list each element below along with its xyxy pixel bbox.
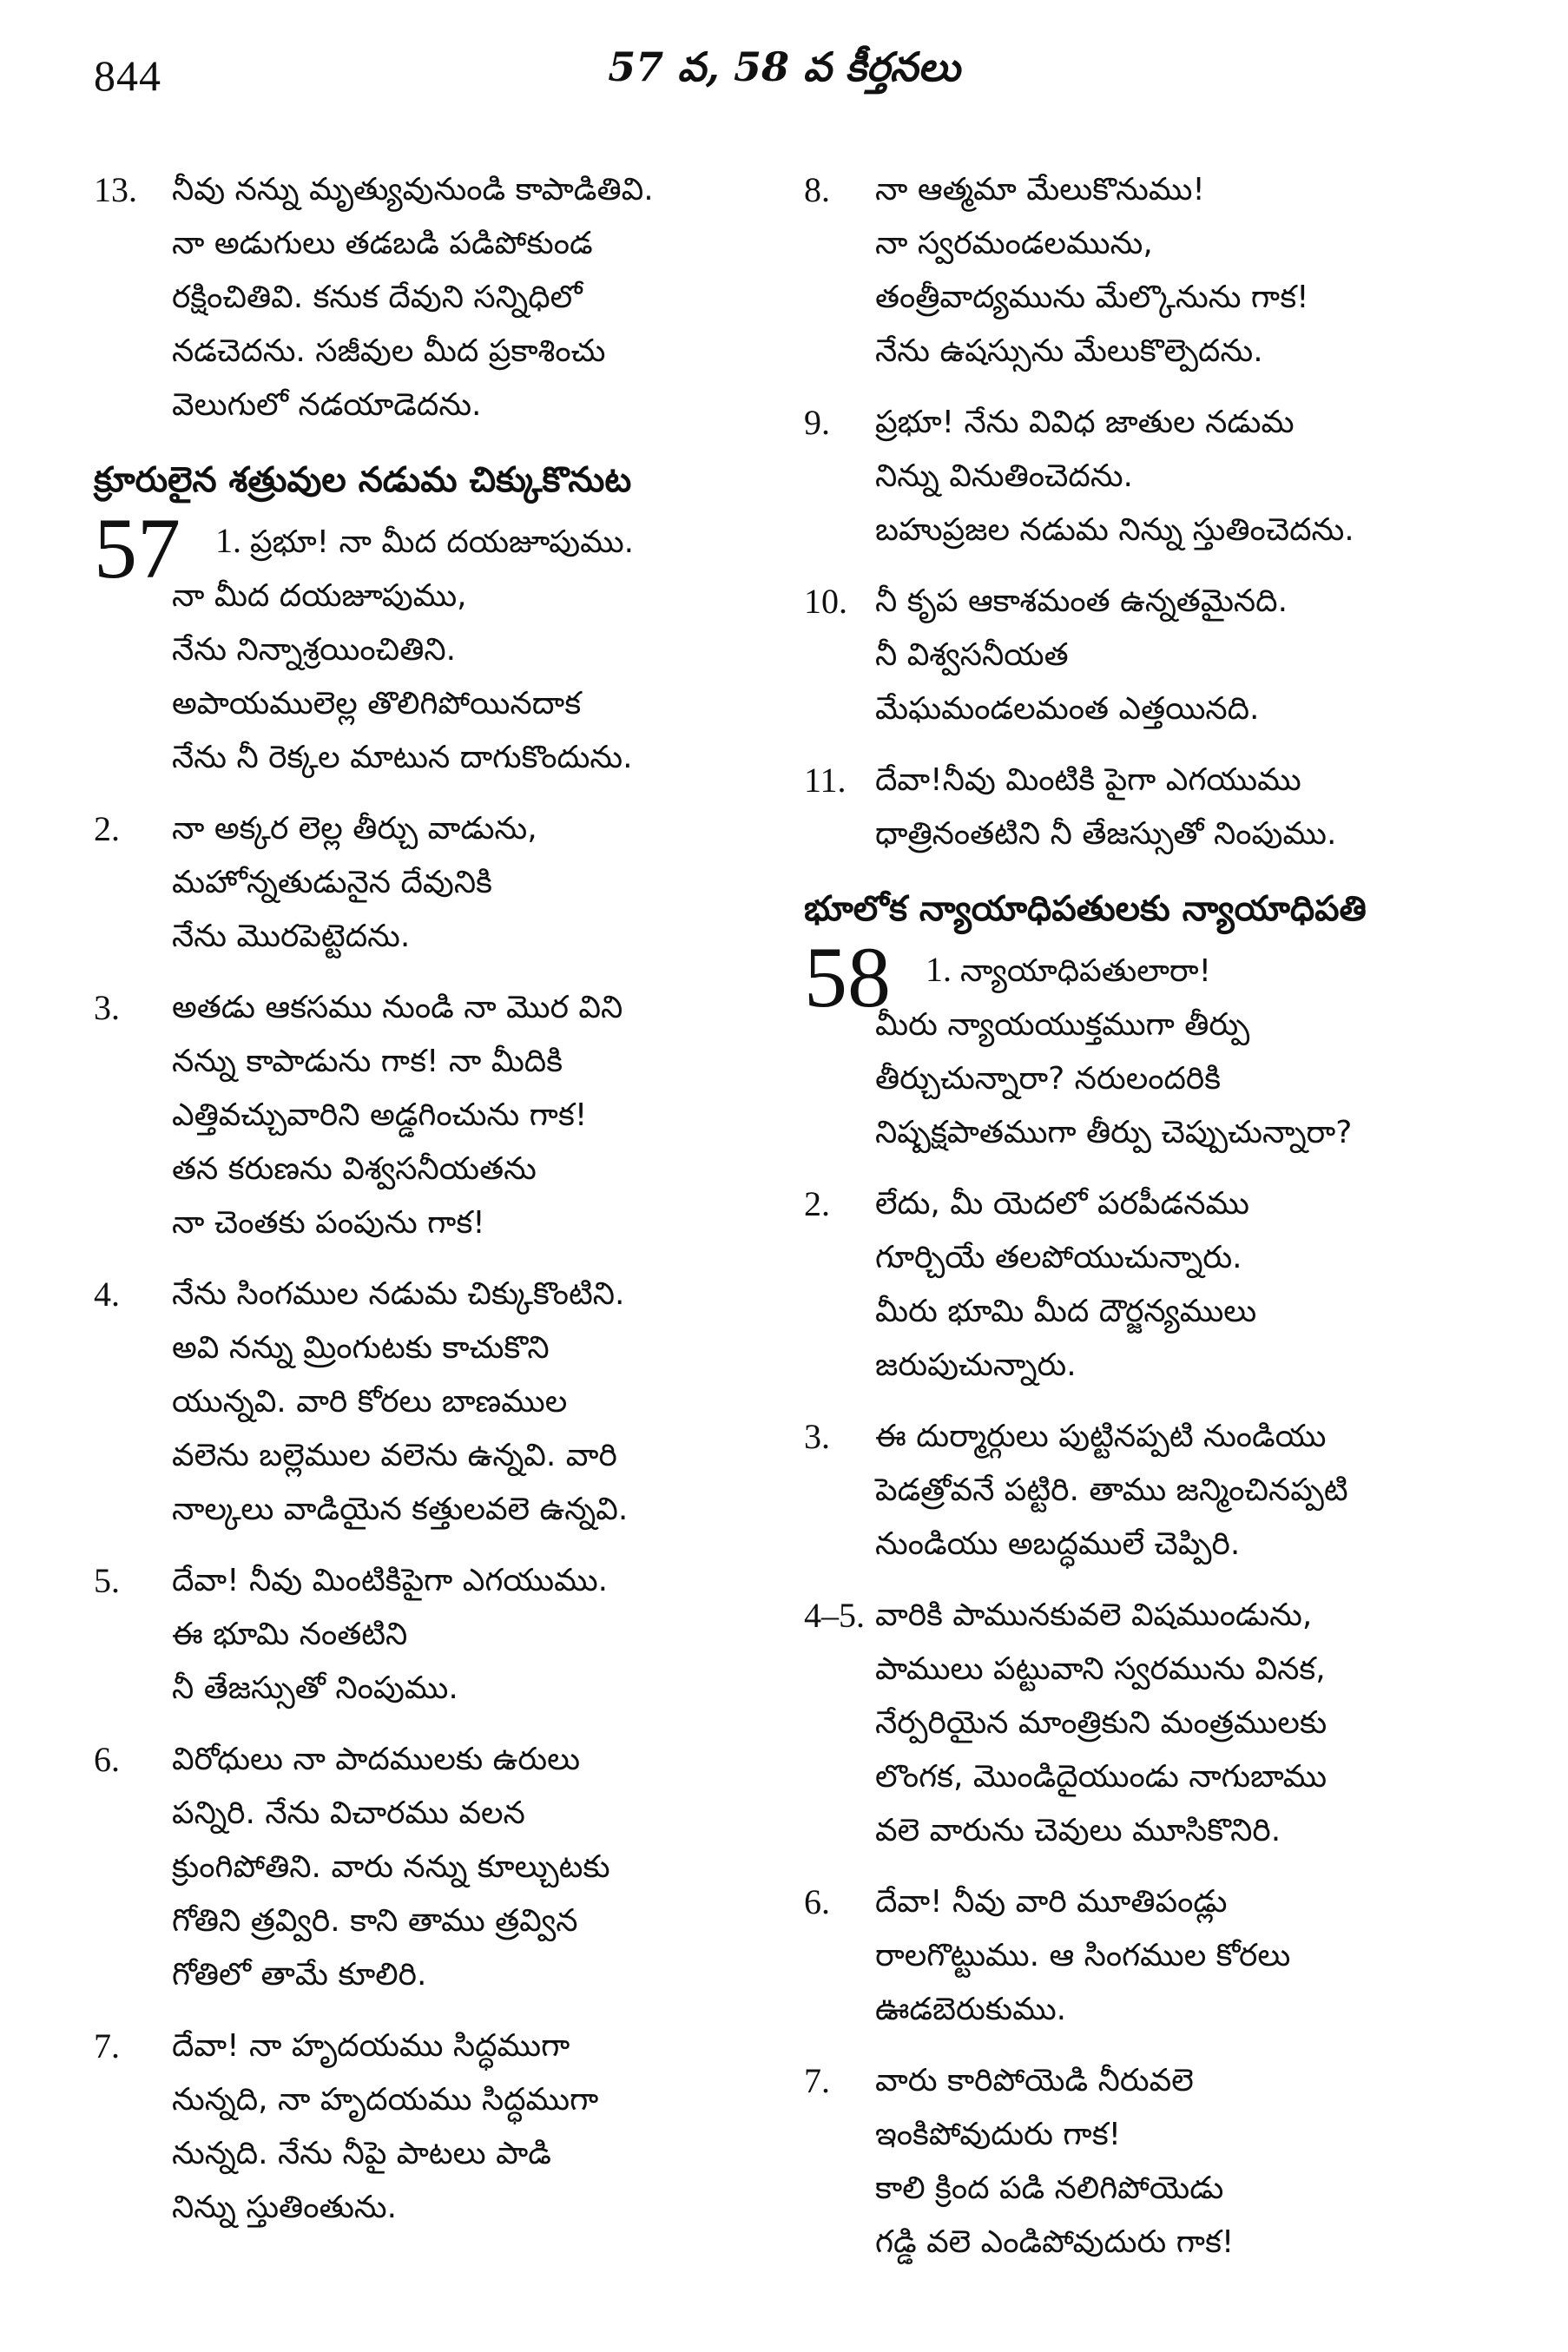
psalm-57-start	[94, 500, 754, 785]
verse-line: అపాయములెల్ల తొలిగిపోయినదాక	[172, 686, 582, 721]
verse-line: వెలుగులో నడయాడెదను.	[172, 387, 482, 423]
verse	[94, 1268, 754, 1537]
verse-number: 6.	[94, 1740, 120, 1779]
verse	[94, 2019, 754, 2235]
verse-number: 2.	[94, 809, 120, 848]
verse-number: 4.	[94, 1275, 120, 1314]
verse-line: ఇంకిపోవుదురు గాక!	[875, 2117, 1122, 2152]
verse-line: బహుప్రజల నడుమ నిన్ను స్తుతించెదను.	[875, 512, 1354, 548]
verse-line: నా స్వరమండలమును,	[875, 226, 1153, 261]
verse-line: ప్రభూ! నేను వివిధ జాతుల నడుమ	[875, 405, 1295, 440]
verse-line: నేను ఉషస్సును మేలుకొల్పెదను.	[875, 333, 1263, 369]
verse-line: ఎత్తివచ్చువారిని అడ్డగించును గాక!	[172, 1097, 588, 1133]
verse-line: నున్నది, నా హృదయము సిద్ధముగా	[172, 2082, 599, 2118]
verse-number: 3.	[94, 988, 120, 1027]
verse-line: తన కరుణను విశ్వసనీయతను	[172, 1151, 537, 1187]
verse-number: 1.	[926, 950, 952, 989]
verse-line: అతడు ఆకసము నుండి నా మొర విని	[172, 990, 623, 1025]
verse-line: లేదు, మీ యెదలో పరపీడనము	[875, 1186, 1250, 1222]
verse-number: 10.	[804, 582, 847, 621]
verse	[94, 1733, 754, 2002]
verse-line: వారికి పామునకువలె విషముండును,	[875, 1598, 1313, 1633]
verse-line: నేను మొరపెట్టెదను.	[172, 919, 411, 954]
verse-line: కాలి క్రింద పడి నలిగిపోయెడు	[875, 2171, 1224, 2206]
verse-line: నిన్ను స్తుతింతును.	[172, 2190, 398, 2225]
verse-number: 6.	[804, 1882, 830, 1921]
verse-line: నాల్కలు వాడియైన కత్తులవలె ఉన్నవి.	[172, 1492, 629, 1527]
verse-line: నేను నిన్నాశ్రయించితిని.	[172, 632, 457, 668]
verse-line: యున్నవి. వారి కోరలు బాణముల	[172, 1384, 568, 1420]
verse-line: గోతిలో తామే కూలిరి.	[172, 1957, 427, 1993]
verse-line: నా చెంతకు పంపును గాక!	[172, 1205, 485, 1241]
verse-number: 2.	[804, 1184, 830, 1223]
verse-line: నేర్పరియైన మాంత్రికుని మంత్రములకు	[875, 1705, 1328, 1741]
verse-line: మహోన్నతుడునైన దేవునికి	[172, 865, 492, 900]
verse-number: 1.	[215, 521, 241, 560]
verse-line: అవి నన్ను మ్రింగుటకు కాచుకొని	[172, 1330, 550, 1366]
verse-line: ప్రభూ! నా మీద దయజూపుము.	[250, 524, 635, 560]
verse-line: వలె వారును చెవులు మూసికొనిరి.	[875, 1813, 1281, 1848]
verse-line: నీ విశ్వసనీయత	[875, 637, 1069, 673]
verse-line: వారు కారిపోయెడి నీరువలె	[875, 2063, 1194, 2098]
verse	[804, 396, 1490, 557]
verse-line: దేవా!నీవు మింటికి పైగా ఎగయుము	[875, 762, 1301, 798]
verse-number: 9.	[804, 403, 830, 442]
verse-number: 11.	[804, 761, 847, 800]
verse-number: 13.	[94, 170, 137, 209]
verse-line: విరోధులు నా పాదములకు ఉరులు	[172, 1742, 581, 1777]
verse-line: క్రుంగిపోతిని. వారు నన్ను కూల్చుటకు	[172, 1849, 610, 1885]
verse-line: పన్నిరి. నేను విచారము వలన	[172, 1795, 525, 1831]
verse-line: రక్షించితివి. కనుక దేవుని సన్నిధిలో	[172, 280, 583, 315]
verse-line: దేవా! నీవు మింటికిపైగా ఎగయుము.	[172, 1563, 609, 1598]
verse	[804, 575, 1490, 736]
verse	[804, 1589, 1490, 1858]
section-heading: క్రూరులైన శత్రువుల నడుమ చిక్కుకొనుట	[94, 460, 632, 500]
verse-line: మీరు భూమి మీద దౌర్జన్యములు	[875, 1294, 1257, 1329]
verse-line: ఈ భూమి నంతటిని	[172, 1617, 408, 1652]
verse-line: నేను సింగముల నడుమ చిక్కుకొంటిని.	[172, 1276, 625, 1312]
verse-line: నా ఆత్మమా మేలుకొనుము!	[875, 172, 1205, 208]
verse-line: గోతిని త్రవ్విరి. కాని తాము త్రవ్విన	[172, 1903, 578, 1939]
verse-line: నా అడుగులు తడబడి పడిపోకుండ	[172, 226, 593, 261]
psalm-number: 57	[94, 500, 181, 596]
verse	[804, 1177, 1490, 1393]
verse-line: గడ్డి వలె ఎండిపోవుదురు గాక!	[875, 2224, 1235, 2260]
verse	[804, 2054, 1490, 2270]
verse	[804, 1875, 1490, 2037]
psalm-58-start	[804, 929, 1490, 1160]
verse-number: 8.	[804, 170, 830, 209]
verse-line: నిష్పక్షపాతముగా తీర్పు చెప్పుచున్నారా?	[875, 1115, 1353, 1150]
verse-line: నీవు నన్ను మృత్యువునుండి కాపాడితివి.	[172, 172, 654, 208]
verse	[94, 981, 754, 1250]
verse-line: నీ తేజస్సుతో నింపుము.	[172, 1670, 458, 1706]
verse-line: పెడత్రోవనే పట్టిరి. తాము జన్మించినప్పటి	[875, 1472, 1348, 1508]
verse-line: జరుపుచున్నారు.	[875, 1347, 1077, 1383]
verse-line: మీరు న్యాయయుక్తముగా తీర్పు	[875, 1007, 1250, 1043]
psalm-number: 58	[804, 929, 891, 1025]
verse-line: దేవా! నీవు వారి మూతిపండ్లు	[875, 1884, 1228, 1920]
verse-line: వలెను బల్లెముల వలెను ఉన్నవి. వారి	[172, 1438, 617, 1473]
verse	[94, 163, 754, 432]
verse-line: నీ కృప ఆకాశమంత ఉన్నతమైనది.	[875, 583, 1288, 619]
page-number: 844	[94, 51, 161, 100]
verse	[94, 802, 754, 964]
verse-line: ఊడబెరుకుము.	[875, 1992, 1067, 2027]
verse-line: గూర్చియే తలపోయుచున్నారు.	[875, 1240, 1242, 1275]
verse-line: పాములు పట్టువాని స్వరమును వినక,	[875, 1651, 1326, 1687]
left-column	[94, 163, 754, 2252]
verse-line: న్యాయాధిపతులారా!	[960, 953, 1212, 989]
right-column	[804, 163, 1490, 2287]
verse-number: 5.	[94, 1561, 120, 1600]
verse-line: నడచెదను. సజీవుల మీద ప్రకాశించు	[172, 333, 606, 369]
verse	[804, 1410, 1490, 1571]
verse-line: ఈ దుర్మార్గులు పుట్టినప్పటి నుండియు	[875, 1419, 1327, 1454]
verse-line: నా అక్కర లెల్ల తీర్చు వాడును,	[172, 811, 537, 847]
verse	[804, 163, 1490, 379]
verse-line: మేఘమండలమంత ఎత్తయినది.	[875, 691, 1260, 727]
verse	[94, 1554, 754, 1716]
verse-line: దేవా! నా హృదయము సిద్ధముగా	[172, 2028, 570, 2064]
verse-line: నిన్ను వినుతించెదను.	[875, 458, 1133, 494]
verse-line: తీర్చుచున్నారా? నరులందరికి	[875, 1061, 1222, 1097]
verse-line: నేను నీ రెక్కల మాటున దాగుకొందును.	[172, 740, 633, 775]
section-heading: భూలోక న్యాయాధిపతులకు న్యాయాధిపతి	[804, 889, 1367, 929]
verse-line: రాలగొట్టుము. ఆ సింగముల కోరలు	[875, 1938, 1291, 1973]
verse-number: 7.	[804, 2061, 830, 2100]
running-header: 57 వ, 58 వ కీర్తనలు	[608, 43, 960, 90]
verse-line: నా మీద దయజూపుము,	[172, 578, 467, 614]
verse-number: 4–5.	[804, 1596, 865, 1635]
verse-line: తంత్రీవాద్యమును మేల్కొనును గాక!	[875, 280, 1309, 315]
verse-number: 3.	[804, 1417, 830, 1456]
verse-line: ధాత్రినంతటిని నీ తేజస్సుతో నింపుము.	[875, 816, 1337, 852]
verse-line: నుండియు అబద్ధములే చెప్పిరి.	[875, 1526, 1241, 1562]
verse-line: నన్ను కాపాడును గాక! నా మీదికి	[172, 1044, 563, 1079]
verse-number: 7.	[94, 2026, 120, 2065]
verse-line: లొంగక, మొండిదైయుండు నాగుబాము	[875, 1759, 1328, 1795]
verse-line: నున్నది. నేను నీపై పాటలు పాడి	[172, 2136, 551, 2171]
verse	[804, 754, 1490, 861]
